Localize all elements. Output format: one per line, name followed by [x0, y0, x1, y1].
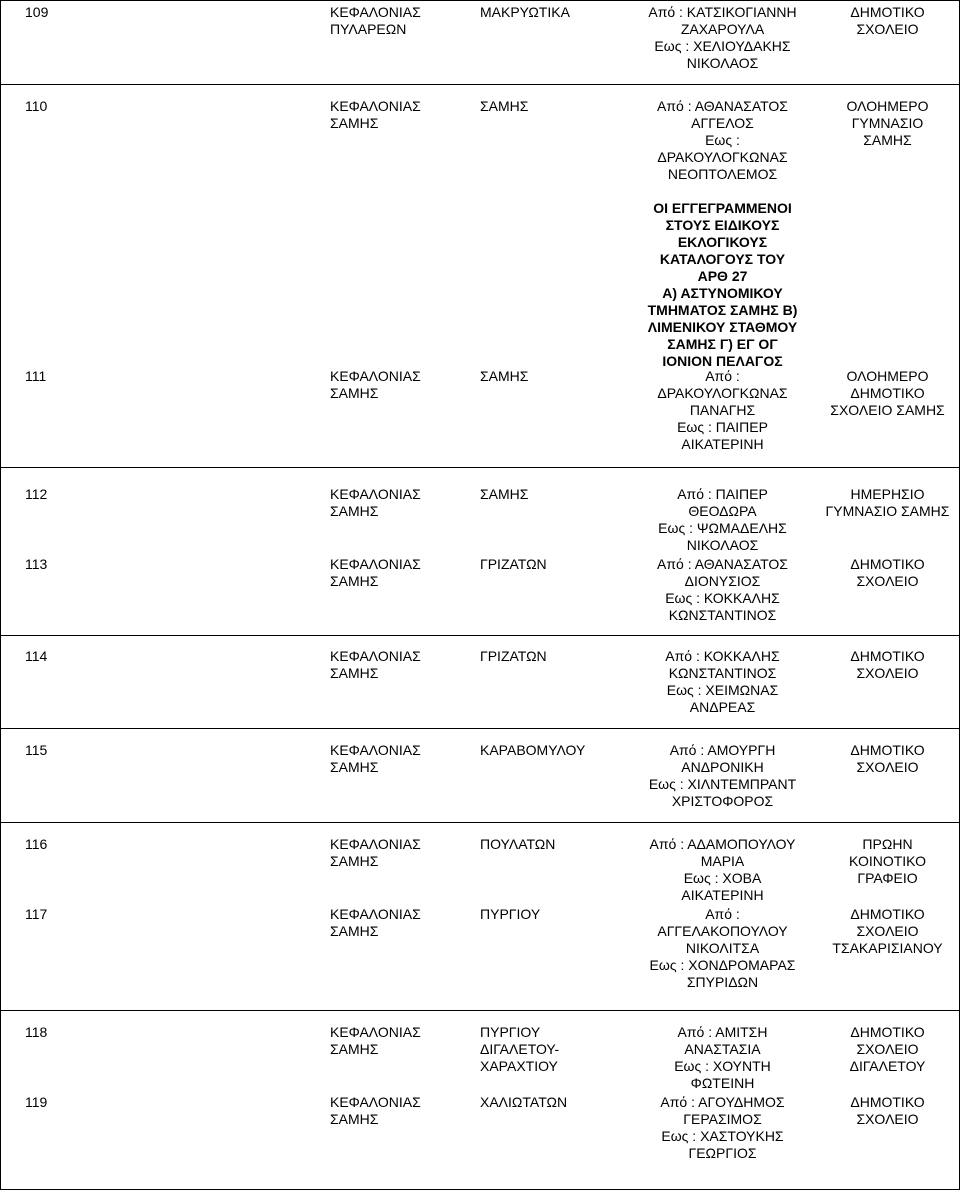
name-range-cell: Από : ΔΡΑΚΟΥΛΟΓΚΩΝΑΣ ΠΑΝΑΓΗΣ Εως : ΠΑΙΠΕΡ ΑΙΚΑΤΕΡΙΝΗ [657, 368, 788, 452]
location-cell: ΔΗΜΟΤΙΚΟ ΣΧΟΛΕΙΟ [850, 4, 925, 37]
region-cell: ΚΕΦΑΛΟΝΙΑΣ ΣΑΜΗΣ [330, 906, 421, 939]
row-number: 109 [25, 4, 49, 20]
name-range-cell: Από : ΑΘΑΝΑΣΑΤΟΣ ΔΙΟΝΥΣΙΟΣ Εως : ΚΟΚΚΑΛΗΣ ΚΩΝΣΤΑΝΤΙΝΟΣ [657, 556, 788, 623]
location-cell: ΔΗΜΟΤΙΚΟ ΣΧΟΛΕΙΟ ΔΙΓΑΛΕΤΟΥ [849, 1024, 926, 1074]
row-divider [0, 84, 960, 85]
bottom-border [0, 1189, 960, 1190]
name-range-cell: Από : ΑΓΓΕΛΑΚΟΠΟΥΛΟΥ ΝΙΚΟΛΙΤΣΑ Εως : ΧΟΝΔΡΟΜΑΡΑΣ ΣΠΥΡΙΔΩΝ [649, 906, 796, 990]
region-cell: ΚΕΦΑΛΟΝΙΑΣ ΣΑΜΗΣ [330, 486, 421, 519]
row-number: 113 [25, 556, 48, 572]
location-cell: ΔΗΜΟΤΙΚΟ ΣΧΟΛΕΙΟ [850, 556, 925, 589]
region-cell: ΚΕΦΑΛΟΝΙΑΣ ΣΑΜΗΣ [330, 98, 421, 131]
name-range-cell: Από : ΠΑΙΠΕΡ ΘΕΟΔΩΡΑ Εως : ΨΩΜΑΔΕΛΗΣ ΝΙΚΟΛΑΟΣ [658, 486, 787, 553]
area-cell: ΣΑΜΗΣ [480, 486, 529, 502]
name-range-cell: Από : ΑΜΟΥΡΓΗ ΑΝΔΡΟΝΙΚΗ Εως : ΧΙΛΝΤΕΜΠΡΑΝΤ ΧΡΙΣΤΟΦΟΡΟΣ [648, 742, 797, 809]
region-cell: ΚΕΦΑΛΟΝΙΑΣ ΣΑΜΗΣ [330, 742, 421, 775]
area-cell: ΓΡΙΖΑΤΩΝ [480, 556, 547, 572]
special-electoral-note: ΟΙ ΕΓΓΕΓΡΑΜΜΕΝΟΙ ΣΤΟΥΣ ΕΙΔΙΚΟΥΣ ΕΚΛΟΓΙΚΟΥΣ ΚΑΤΑΛΟΓΟΥΣ ΤΟΥ ΑΡΘ 27 Α) ΑΣΤΥΝΟΜΙΚΟΥ ΤΜΗΜΑΤΟΣ ΣΑΜΗΣ Β) ΛΙΜΕΝΙΚΟΥ ΣΤΑΘΜΟΥ ΣΑΜΗΣ Γ) ΕΓ ΟΓ ΙΟΝΙΟΝ ΠΕΛΑΓΟΣ [647, 200, 798, 369]
row-divider [0, 822, 960, 823]
row-number: 117 [25, 906, 48, 922]
left-border [0, 0, 1, 1190]
area-cell: ΜΑΚΡΥΩΤΙΚΑ [480, 4, 570, 20]
row-number: 115 [25, 742, 48, 758]
row-number: 110 [25, 98, 48, 114]
name-range-cell: Από : ΚΟΚΚΑΛΗΣ ΚΩΝΣΤΑΝΤΙΝΟΣ Εως : ΧΕΙΜΩΝΑΣ ΑΝΔΡΕΑΣ [665, 648, 780, 715]
area-cell: ΣΑΜΗΣ [480, 98, 529, 114]
location-cell: ΠΡΩΗΝ ΚΟΙΝΟΤΙΚΟ ΓΡΑΦΕΙΟ [849, 836, 926, 886]
area-cell: ΠΥΡΓΙΟΥ ΔΙΓΑΛΕΤΟΥ- ΧΑΡΑΧΤΙΟΥ [480, 1024, 560, 1074]
region-cell: ΚΕΦΑΛΟΝΙΑΣ ΣΑΜΗΣ [330, 1024, 421, 1057]
area-cell: ΣΑΜΗΣ [480, 368, 529, 384]
region-cell: ΚΕΦΑΛΟΝΙΑΣ ΣΑΜΗΣ [330, 368, 421, 401]
row-number: 112 [25, 486, 48, 502]
area-cell: ΧΑΛΙΩΤΑΤΩΝ [480, 1094, 568, 1110]
row-number: 116 [25, 836, 48, 852]
row-number: 118 [25, 1024, 48, 1040]
location-cell: ΟΛΟΗΜΕΡΟ ΔΗΜΟΤΙΚΟ ΣΧΟΛΕΙΟ ΣΑΜΗΣ [830, 368, 945, 418]
location-cell: ΔΗΜΟΤΙΚΟ ΣΧΟΛΕΙΟ ΤΣΑΚΑΡΙΣΙΑΝΟΥ [832, 906, 943, 956]
name-range-cell: Από : ΑΜΙΤΣΗ ΑΝΑΣΤΑΣΙΑ Εως : ΧΟΥΝΤΗ ΦΩΤΕΙΝΗ [674, 1024, 771, 1091]
row-number: 111 [25, 368, 47, 384]
name-range-cell: Από : ΑΓΟΥΔΗΜΟΣ ΓΕΡΑΣΙΜΟΣ Εως : ΧΑΣΤΟΥΚΗΣ ΓΕΩΡΓΙΟΣ [660, 1094, 785, 1161]
location-cell: ΔΗΜΟΤΙΚΟ ΣΧΟΛΕΙΟ [850, 1094, 925, 1127]
row-number: 114 [25, 648, 48, 664]
name-range-cell: Από : ΑΔΑΜΟΠΟΥΛΟΥ ΜΑΡΙΑ Εως : ΧΟΒΑ ΑΙΚΑΤΕΡΙΝΗ [649, 836, 796, 903]
region-cell: ΚΕΦΑΛΟΝΙΑΣ ΣΑΜΗΣ [330, 1094, 421, 1127]
location-cell: ΗΜΕΡΗΣΙΟ ΓΥΜΝΑΣΙΟ ΣΑΜΗΣ [825, 486, 950, 519]
region-cell: ΚΕΦΑΛΟΝΙΑΣ ΠΥΛΑΡΕΩΝ [330, 4, 421, 37]
name-range-cell: Από : ΚΑΤΣΙΚΟΓΙΑΝΝΗ ΖΑΧΑΡΟΥΛΑ Εως : ΧΕΛΙΟΥΔΑΚΗΣ ΝΙΚΟΛΑΟΣ [648, 4, 797, 71]
top-border [0, 0, 960, 1]
region-cell: ΚΕΦΑΛΟΝΙΑΣ ΣΑΜΗΣ [330, 556, 421, 589]
area-cell: ΠΟΥΛΑΤΩΝ [480, 836, 556, 852]
row-divider [0, 467, 960, 468]
name-range-cell: Από : ΑΘΑΝΑΣΑΤΟΣ ΑΓΓΕΛΟΣ Εως : ΔΡΑΚΟΥΛΟΓΚΩΝΑΣ ΝΕΟΠΤΟΛΕΜΟΣ [657, 98, 788, 182]
area-cell: ΠΥΡΓΙΟΥ [480, 906, 541, 922]
region-cell: ΚΕΦΑΛΟΝΙΑΣ ΣΑΜΗΣ [330, 648, 421, 681]
location-cell: ΔΗΜΟΤΙΚΟ ΣΧΟΛΕΙΟ [850, 648, 925, 681]
row-divider [0, 728, 960, 729]
row-divider [0, 1010, 960, 1011]
location-cell: ΔΗΜΟΤΙΚΟ ΣΧΟΛΕΙΟ [850, 742, 925, 775]
row-number: 119 [25, 1094, 48, 1110]
location-cell: ΟΛΟΗΜΕΡΟ ΓΥΜΝΑΣΙΟ ΣΑΜΗΣ [846, 98, 929, 148]
area-cell: ΓΡΙΖΑΤΩΝ [480, 648, 547, 664]
row-divider [0, 635, 960, 636]
area-cell: ΚΑΡΑΒΟΜΥΛΟΥ [480, 742, 586, 758]
region-cell: ΚΕΦΑΛΟΝΙΑΣ ΣΑΜΗΣ [330, 836, 421, 869]
